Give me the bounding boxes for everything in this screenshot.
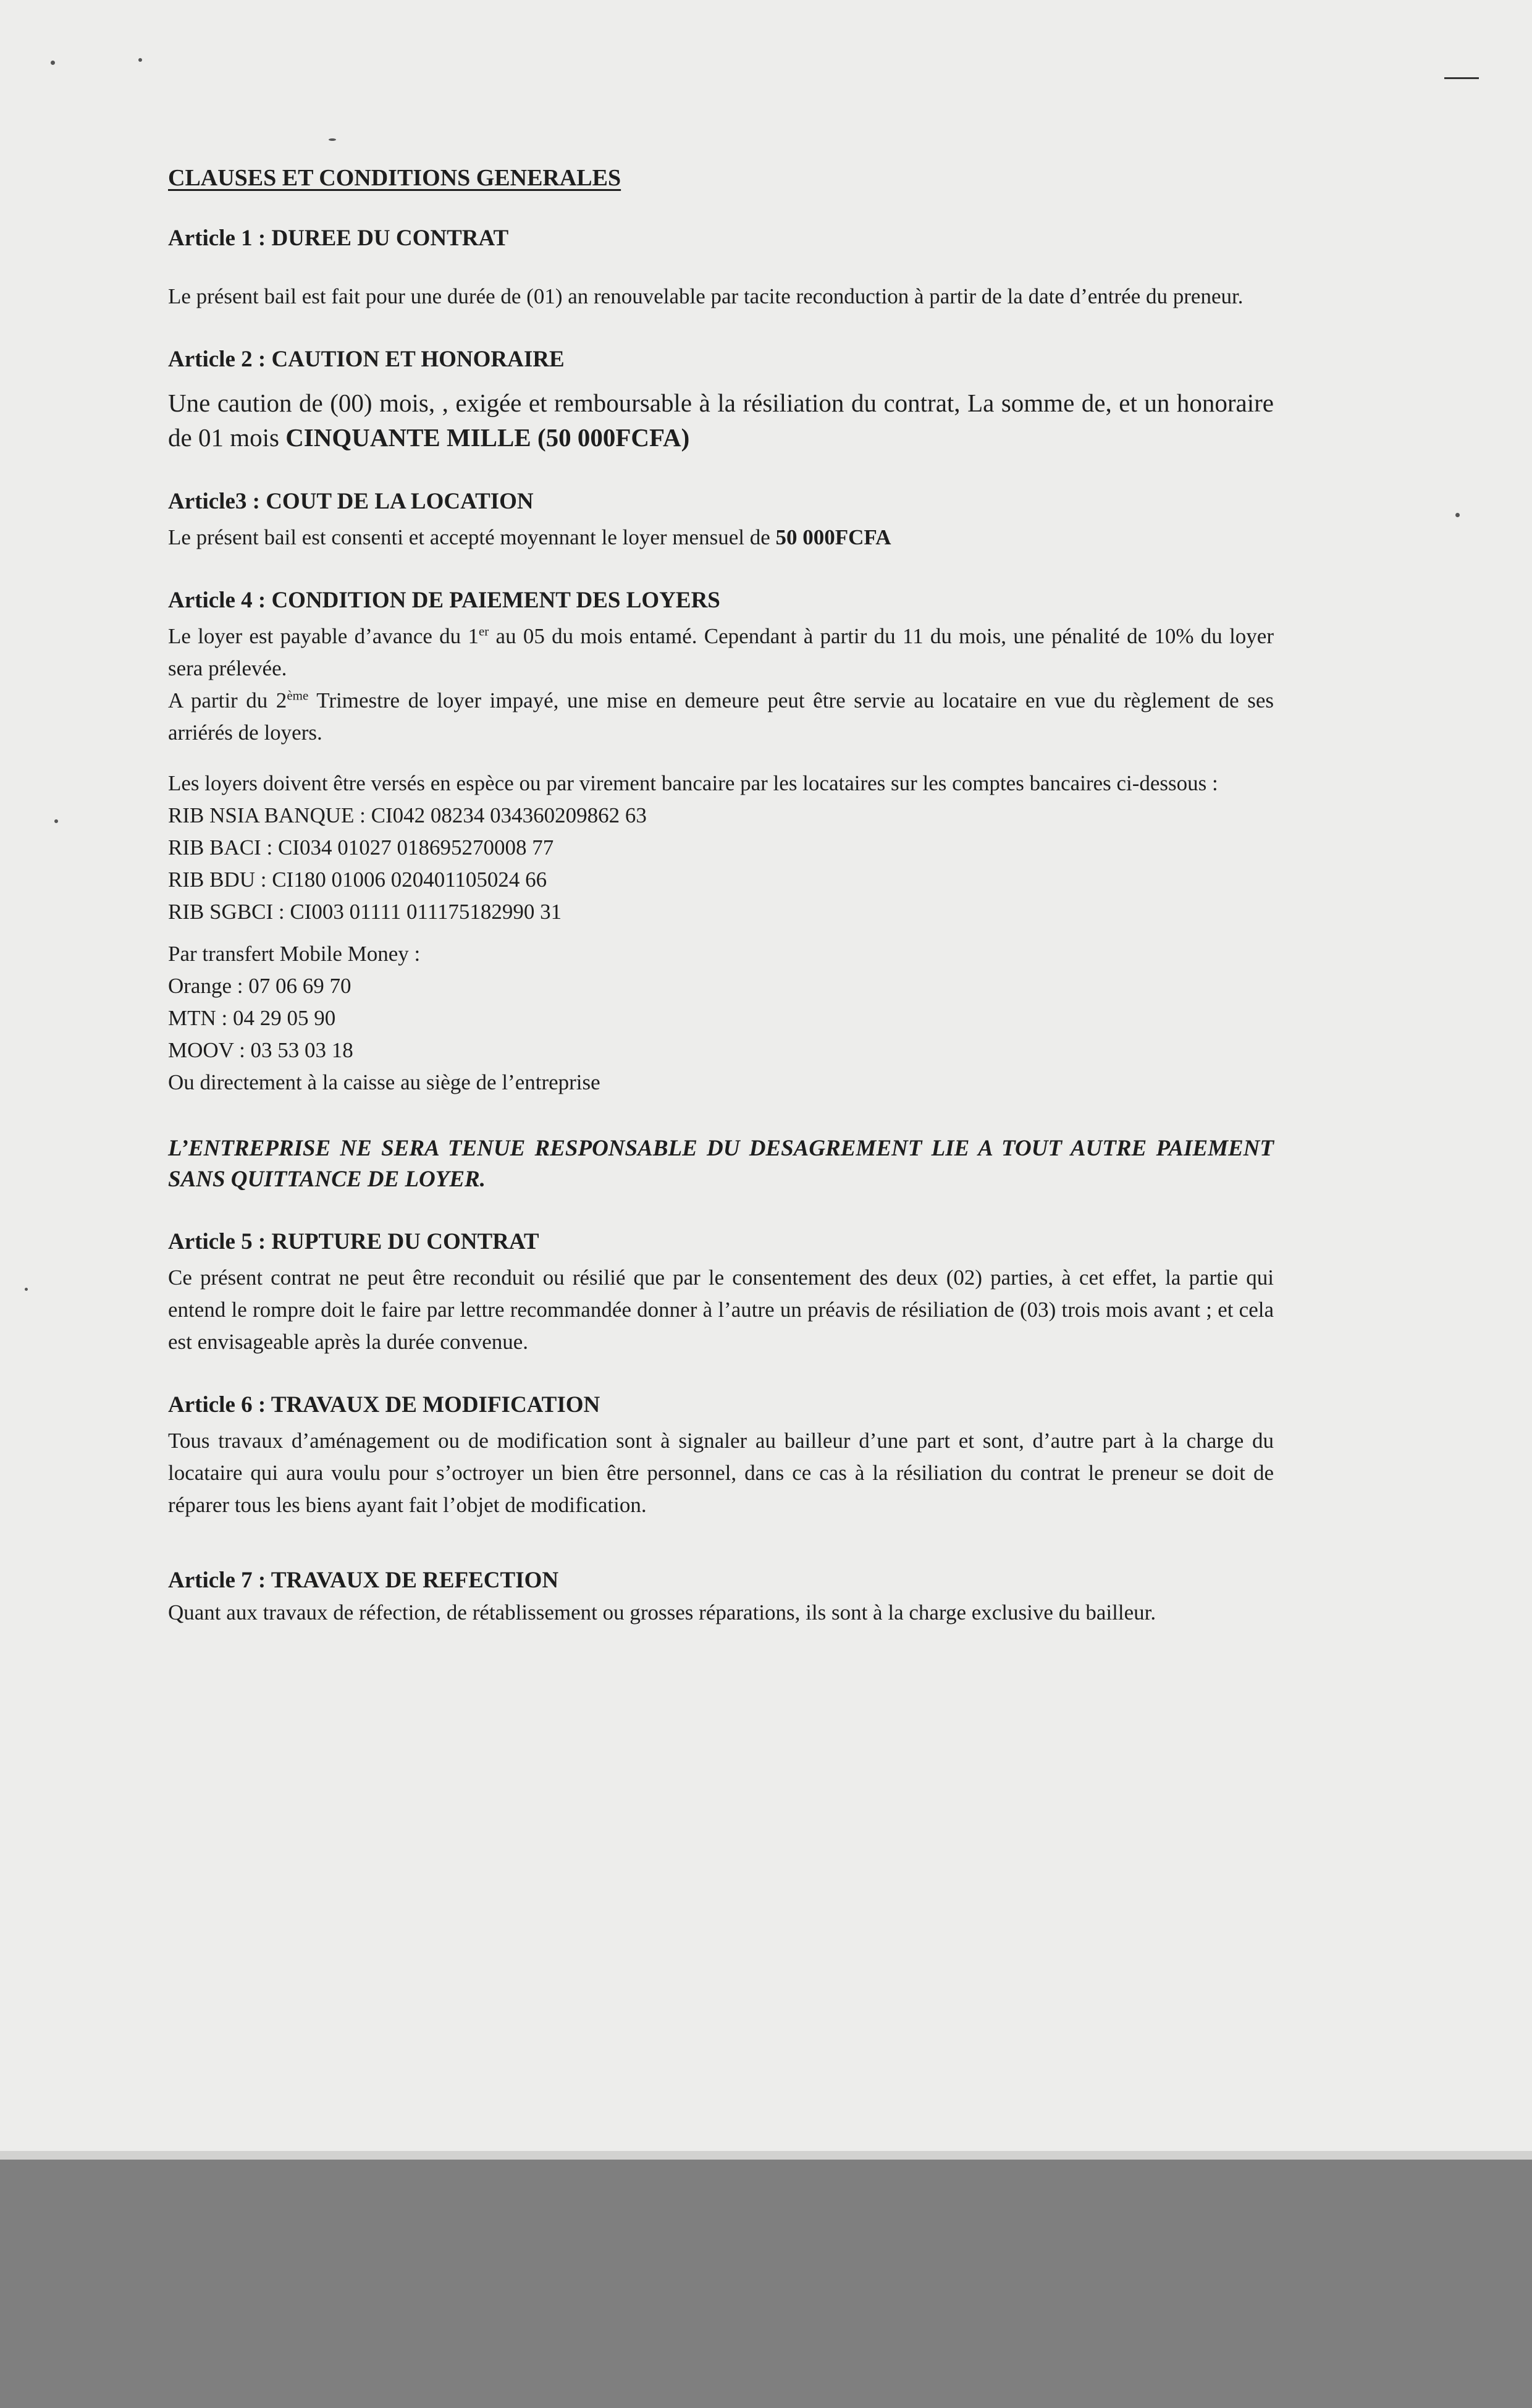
article-6-text: Tous travaux d’aménagement ou de modification sont à signaler au bailleur d’une part et sont, d’autre part à la charge du locataire qui aura voulu pour s’octroyer un bien être personnel, dans ce cas à la résiliation du contrat le preneur se doit de réparer tous les biens ayant fait l’objet de modification. <box>168 1429 1274 1517</box>
scan-speck <box>51 61 55 65</box>
article-6-heading: Article 6 : TRAVAUX DE MODIFICATION <box>168 1392 600 1417</box>
article-4-p1-end: au 05 du mois entamé. Cependant à partir du 11 du mois, une pénalité de 10% du loyer sera prélevée. <box>168 624 1274 680</box>
article-7-heading: Article 7 : TRAVAUX DE REFECTION <box>168 1568 559 1593</box>
rib-line: RIB BACI : CI034 01027 018695270008 77 <box>168 835 554 860</box>
rib-line: RIB NSIA BANQUE : CI042 08234 034360209862 63 <box>168 803 647 827</box>
article-4-paragraph-3: Les loyers doivent être versés en espèce ou par virement bancaire par les locataires sur les comptes bancaires ci-dessous : <box>168 771 1218 795</box>
article-2-heading: Article 2 : CAUTION ET HONORAIRE <box>168 347 565 372</box>
article-2-text-start: Une caution de (00) mois, , exigée et remboursable à la résiliation du contrat, La somme de, et un honoraire de 01 mois <box>168 389 1274 452</box>
article-5-heading: Article 5 : RUPTURE DU CONTRAT <box>168 1229 539 1254</box>
article-7-text: Quant aux travaux de réfection, de rétablissement ou grosses réparations, ils sont à la charge exclusive du bailleur. <box>168 1600 1156 1624</box>
margin-dash-mark <box>1444 77 1479 79</box>
liability-warning: L’ENTREPRISE NE SERA TENUE RESPONSABLE DU DESAGREMENT LIE A TOUT AUTRE PAIEMENT SANS QUITTANCE DE LOYER. <box>168 1136 1274 1192</box>
rib-line: RIB SGBCI : CI003 01111 011175182990 31 <box>168 900 562 924</box>
article-4-p1-start: Le loyer est payable d’avance du 1 <box>168 624 479 648</box>
scan-speck <box>25 1288 28 1291</box>
scan-speck <box>329 138 336 141</box>
document-body <box>168 162 1274 1629</box>
scan-speck <box>54 819 58 823</box>
mobile-money-line: Orange : 07 06 69 70 <box>168 974 351 998</box>
article-4-paragraph-2 <box>168 685 1274 749</box>
ordinal-superscript: ème <box>287 688 309 703</box>
rib-line: RIB BDU : CI180 01006 020401105024 66 <box>168 868 547 892</box>
ordinal-superscript: er <box>478 623 489 639</box>
document-title: CLAUSES ET CONDITIONS GENERALES <box>168 165 621 191</box>
scan-speck <box>138 58 142 62</box>
article-3-heading: Article3 : COUT DE LA LOCATION <box>168 489 534 514</box>
article-1-text: Le présent bail est fait pour une durée de (01) an renouvelable par tacite reconduction à partir de la date d’entrée du preneur. <box>168 284 1244 308</box>
article-3-text-start: Le présent bail est consenti et accepté moyennant le loyer mensuel de <box>168 525 776 549</box>
article-4-p2-end: Trimestre de loyer impayé, une mise en demeure peut être servie au locataire en vue du règlement de ses arriérés de loyers. <box>168 688 1274 745</box>
mobile-money-line: MTN : 04 29 05 90 <box>168 1006 336 1030</box>
article-2-amount: CINQUANTE MILLE (50 000FCFA) <box>285 423 690 452</box>
article-4-p2-start: A partir du 2 <box>168 688 287 712</box>
article-5-text: Ce présent contrat ne peut être reconduit ou résilié que par le consentement des deux (02) parties, à cet effet, la partie qui entend le rompre doit le faire par lettre recommandée donner à l’autre un préavis de résiliation de (03) trois mois avant ; et cela est envisageable après la durée convenue. <box>168 1265 1274 1354</box>
paragraph-spacer <box>168 749 1274 767</box>
scan-speck <box>1455 513 1460 517</box>
cash-payment-line: Ou directement à la caisse au siège de l’entreprise <box>168 1070 600 1094</box>
article-1-heading: Article 1 : DUREE DU CONTRAT <box>168 226 509 251</box>
article-2-text <box>168 386 1274 455</box>
article-4-paragraph-1 <box>168 620 1274 685</box>
article-3-rent: 50 000FCFA <box>775 525 891 549</box>
mobile-money-title: Par transfert Mobile Money : <box>168 942 421 966</box>
mobile-money-line: MOOV : 03 53 03 18 <box>168 1038 353 1062</box>
article-4-heading: Article 4 : CONDITION DE PAIEMENT DES LOYERS <box>168 588 720 613</box>
article-3-text <box>168 522 1274 554</box>
